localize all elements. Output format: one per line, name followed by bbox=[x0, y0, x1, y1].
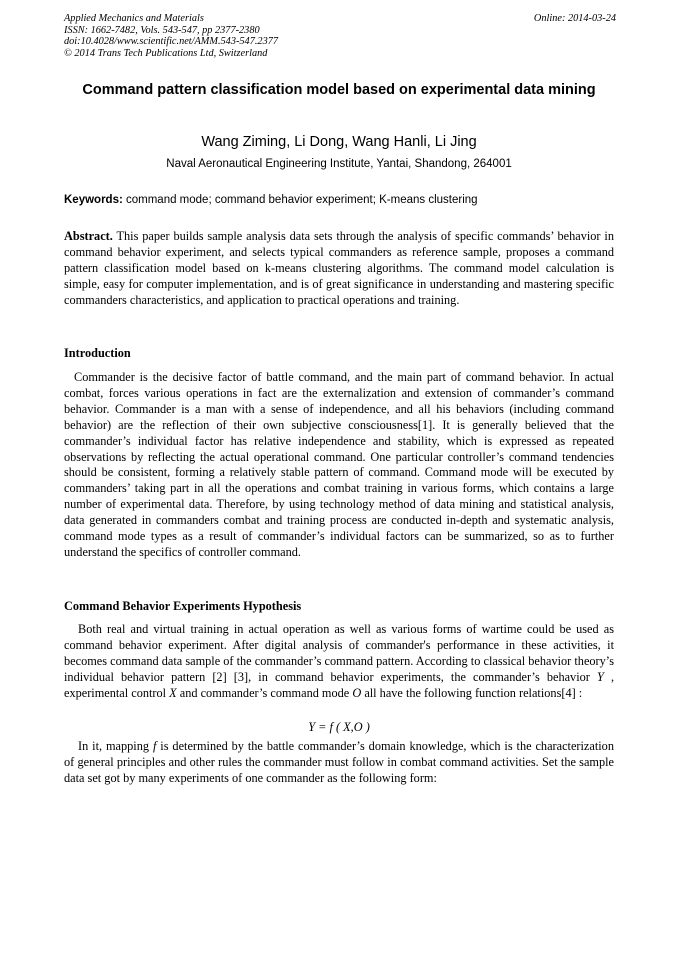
experiments-paragraph-1 bbox=[64, 622, 614, 702]
journal-name: Applied Mechanics and Materials bbox=[64, 13, 204, 24]
exp-p1-text-d: all have the following function relations[4] : bbox=[364, 685, 583, 700]
keywords bbox=[64, 193, 614, 208]
exp-p1-text-b: , experimental control bbox=[64, 669, 615, 700]
online-date: Online: 2014-03-24 bbox=[533, 13, 616, 24]
exp-p1-text-a: Both real and virtual training in actual operation as well as various forms of wartime could be used as command behavior experiment. After digital analysis of commander's performance in these activities, it becomes command data sample of the commander’s command pattern. According to classical behavior theory’s individual behavior pattern [2] [3], in command behavior experiments, the commander’s behavior bbox=[64, 622, 614, 684]
journal-copyright: © 2014 Trans Tech Publications Ltd, Switzerland bbox=[64, 47, 268, 59]
keywords-text: command mode; command behavior experiment; K-means clustering bbox=[126, 194, 478, 206]
journal-header bbox=[64, 13, 616, 59]
journal-issn: ISSN: 1662-7482, Vols. 543-547, pp 2377-2380 bbox=[64, 24, 260, 36]
variable-f: f bbox=[152, 739, 157, 753]
exp-p2-text-b: is determined by the battle commander’s domain knowledge, which is the characterization of general principles and other rules the commander must follow in combat command activities. Set the sample data set got by many experiments of one commander as the following form: bbox=[64, 739, 614, 785]
paper-affiliation: Naval Aeronautical Engineering Institute, Yantai, Shandong, 264001 bbox=[166, 158, 512, 170]
exp-p1-text-c: and commander’s command mode bbox=[179, 685, 350, 700]
experiments-paragraph-2 bbox=[64, 739, 614, 787]
journal-doi[interactable]: doi:10.4028/www.scientific.net/AMM.543-547.2377 bbox=[64, 36, 279, 47]
section-heading-introduction: Introduction bbox=[64, 346, 131, 360]
paper-title: Command pattern classification model based on experimental data mining bbox=[82, 82, 596, 98]
abstract bbox=[64, 229, 614, 309]
variable-y: Y bbox=[596, 669, 604, 684]
keywords-label: Keywords: bbox=[64, 194, 123, 206]
exp-p2-text-a: In it, mapping bbox=[78, 739, 150, 753]
function-formula: Y = f ( X,O ) bbox=[308, 720, 370, 734]
paper-authors: Wang Ziming, Li Dong, Wang Hanli, Li Jing bbox=[201, 134, 477, 150]
introduction-paragraph: Commander is the decisive factor of battle command, and the main part of command behavior. In actual combat, forces various operations in fact are the externalization and extension of commander’s command behavior. Commander is a man with a sense of independence, and all his behaviors (including command behavior) are the reflection of their own subjective consciousness[1]. It is generally believed that the commander’s individual factor has relative independence and stability, which is expressed as repeated observations by reflecting the actual operational command. One particular controller’s command tendencies should be consistent, forming a relatively stable pattern of command. Command mode will be executed by commanders’ taking part in all the operations and combat training in various forms, which contains a large number of experimental data. Therefore, by using technology method of data mining and statistical analysis, data generated in commanders combat and training process are conducted in-depth and systematic analysis, command mode types as a result of commander’s individual factors can be summarized, so as to further understand the specifics of controller command. bbox=[64, 370, 614, 559]
abstract-text: This paper builds sample analysis data sets through the analysis of specific commands’ behavior in command behavior experiment, and selects typical commanders as reference sample, proposes a command pattern classification model based on k-means clustering algorithms. The command model calculation is simple, easy for computer implementation, and is of great significance in understanding and mastering specific commanders characteristics, and application to practical operations and training. bbox=[64, 229, 614, 307]
variable-x: X bbox=[169, 685, 177, 700]
section-heading-experiments: Command Behavior Experiments Hypothesis bbox=[64, 599, 302, 613]
variable-o: O bbox=[352, 685, 362, 700]
abstract-label: Abstract. bbox=[64, 229, 113, 243]
